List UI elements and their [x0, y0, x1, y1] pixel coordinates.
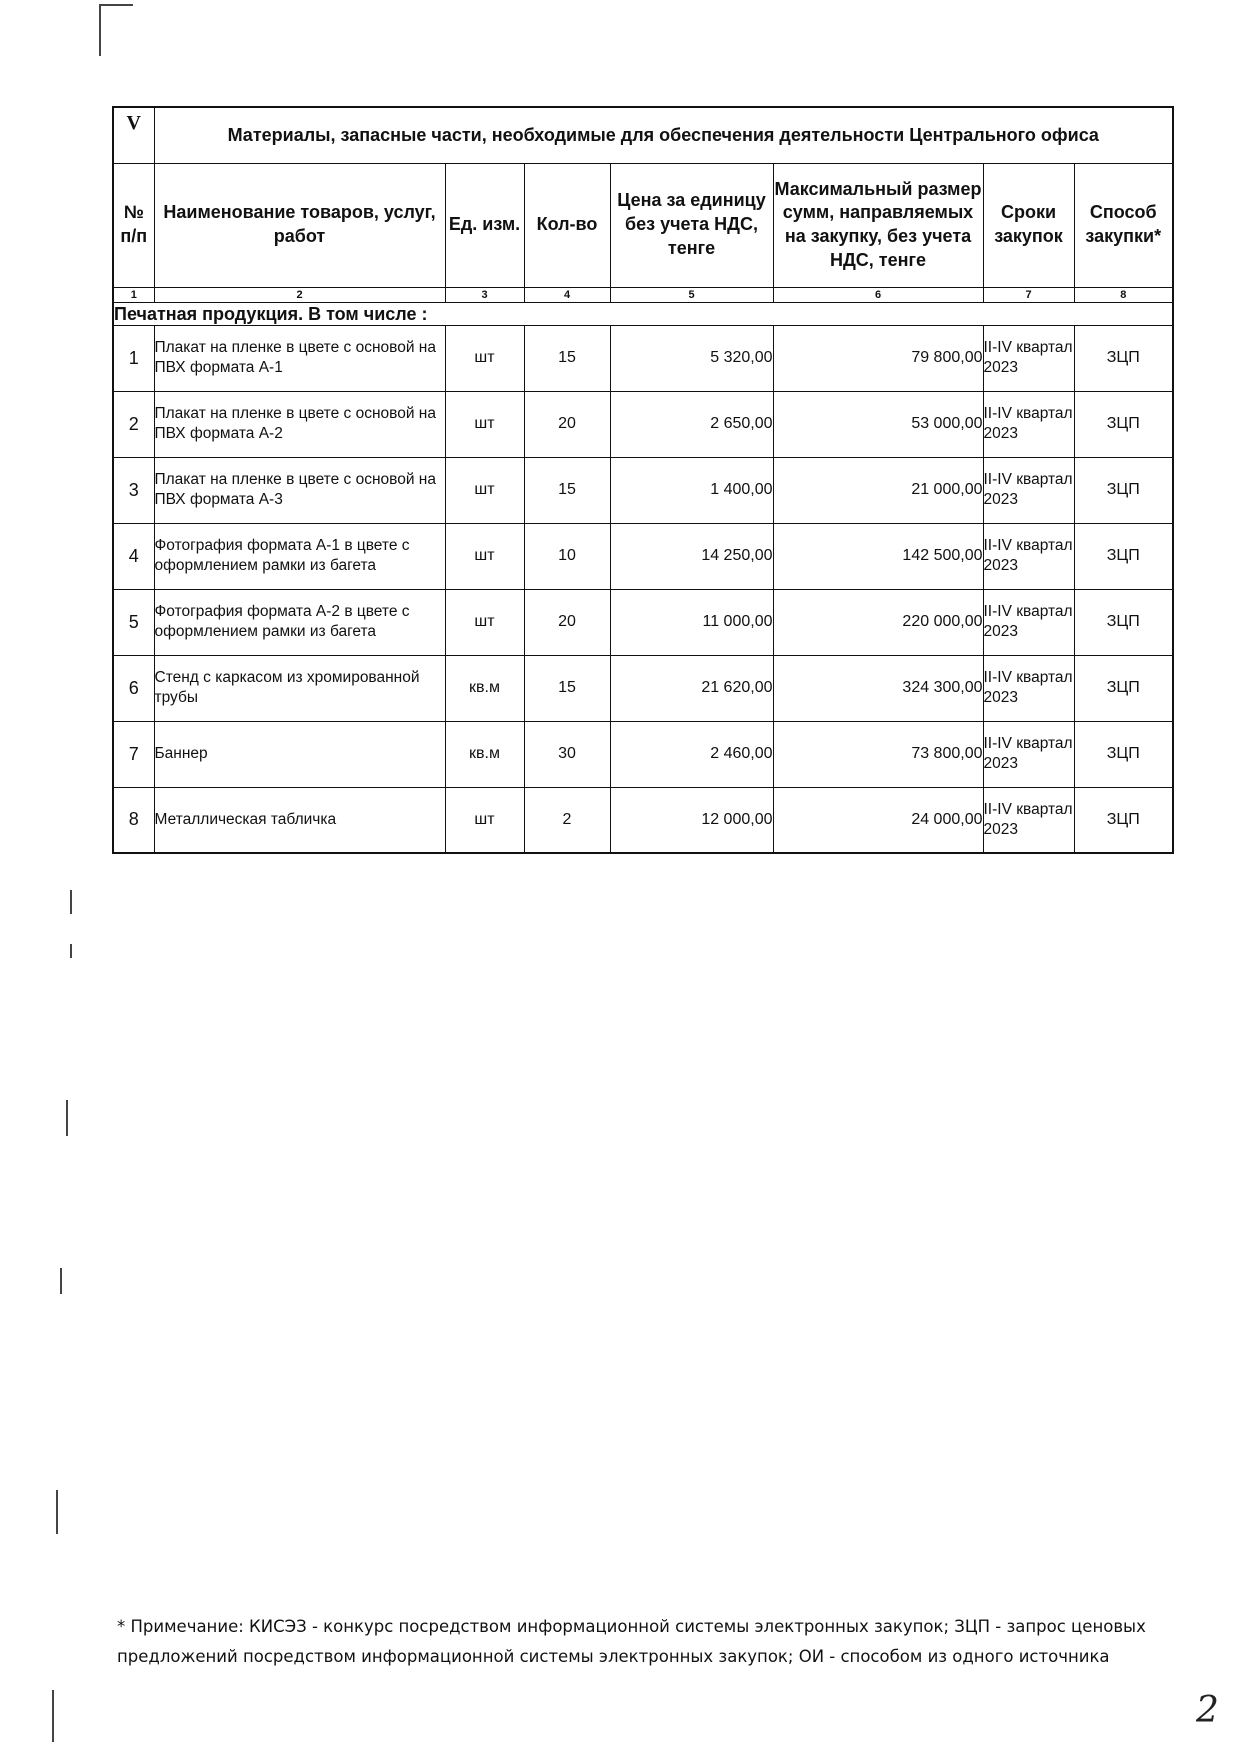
item-quantity: 10	[524, 523, 610, 589]
item-term: II-IV квартал 2023	[983, 655, 1074, 721]
column-header: № п/п	[113, 163, 154, 287]
scan-mark	[70, 944, 72, 958]
item-unit-price: 14 250,00	[610, 523, 773, 589]
item-total: 73 800,00	[773, 721, 983, 787]
item-name: Плакат на пленке в цвете с основой на ПВХ формата А-3	[154, 457, 445, 523]
item-term: II-IV квартал 2023	[983, 589, 1074, 655]
item-term: II-IV квартал 2023	[983, 787, 1074, 853]
item-method: ЗЦП	[1074, 787, 1173, 853]
item-method: ЗЦП	[1074, 391, 1173, 457]
item-name: Плакат на пленке в цвете с основой на ПВХ формата А-2	[154, 391, 445, 457]
table-row	[113, 721, 1173, 787]
column-header: Наименование товаров, услуг, работ	[154, 163, 445, 287]
column-header: Сроки закупок	[983, 163, 1074, 287]
column-header: Ед. изм.	[445, 163, 524, 287]
column-header: Кол-во	[524, 163, 610, 287]
scan-mark	[99, 4, 101, 56]
item-name: Стенд с каркасом из хромированной трубы	[154, 655, 445, 721]
section-header-row	[113, 107, 1173, 163]
column-header: Способ закупки*	[1074, 163, 1173, 287]
item-name: Фотография формата А-2 в цвете с оформлением рамки из багета	[154, 589, 445, 655]
item-total: 220 000,00	[773, 589, 983, 655]
column-header-row	[113, 163, 1173, 287]
table-row	[113, 523, 1173, 589]
item-term: II-IV квартал 2023	[983, 391, 1074, 457]
item-total: 21 000,00	[773, 457, 983, 523]
table-row	[113, 787, 1173, 853]
item-unit-price: 2 460,00	[610, 721, 773, 787]
item-unit: шт	[445, 787, 524, 853]
item-unit-price: 1 400,00	[610, 457, 773, 523]
column-number-row	[113, 287, 1173, 302]
item-quantity: 15	[524, 655, 610, 721]
item-unit-price: 12 000,00	[610, 787, 773, 853]
item-name: Металлическая табличка	[154, 787, 445, 853]
item-total: 24 000,00	[773, 787, 983, 853]
item-term: II-IV квартал 2023	[983, 523, 1074, 589]
scan-mark	[56, 1490, 58, 1534]
item-unit: шт	[445, 457, 524, 523]
column-number: 3	[445, 287, 524, 302]
footnote: * Примечание: КИСЭЗ - конкурс посредством информационной системы электронных закупок; ЗЦП - запрос ценовых предложений посредством информационной системы электронных закупок; ОИ - способом из одного источника	[117, 1617, 1146, 1666]
item-name: Плакат на пленке в цвете с основой на ПВХ формата А-1	[154, 325, 445, 391]
item-method: ЗЦП	[1074, 655, 1173, 721]
item-unit: кв.м	[445, 655, 524, 721]
procurement-table	[112, 106, 1174, 854]
item-number: 6	[113, 655, 154, 721]
item-unit: шт	[445, 391, 524, 457]
item-number: 1	[113, 325, 154, 391]
table-row	[113, 391, 1173, 457]
item-quantity: 15	[524, 457, 610, 523]
item-method: ЗЦП	[1074, 589, 1173, 655]
item-quantity: 2	[524, 787, 610, 853]
item-number: 5	[113, 589, 154, 655]
item-unit: шт	[445, 589, 524, 655]
item-number: 3	[113, 457, 154, 523]
item-method: ЗЦП	[1074, 325, 1173, 391]
scan-mark	[60, 1268, 62, 1294]
item-total: 142 500,00	[773, 523, 983, 589]
column-number: 2	[154, 287, 445, 302]
table-row	[113, 325, 1173, 391]
group-heading-row	[113, 302, 1173, 325]
item-unit-price: 5 320,00	[610, 325, 773, 391]
item-number: 2	[113, 391, 154, 457]
item-quantity: 30	[524, 721, 610, 787]
item-method: ЗЦП	[1074, 721, 1173, 787]
column-number: 6	[773, 287, 983, 302]
page-number: 2	[1196, 1690, 1219, 1731]
item-name: Фотография формата А-1 в цвете с оформлением рамки из багета	[154, 523, 445, 589]
item-unit-price: 11 000,00	[610, 589, 773, 655]
item-quantity: 20	[524, 391, 610, 457]
item-term: II-IV квартал 2023	[983, 325, 1074, 391]
item-name: Баннер	[154, 721, 445, 787]
item-number: 8	[113, 787, 154, 853]
column-number: 8	[1074, 287, 1173, 302]
column-number: 1	[113, 287, 154, 302]
scan-mark	[70, 890, 72, 914]
item-total: 324 300,00	[773, 655, 983, 721]
item-unit-price: 2 650,00	[610, 391, 773, 457]
item-unit: шт	[445, 523, 524, 589]
section-title: Материалы, запасные части, необходимые для обеспечения деятельности Центрального офиса	[154, 107, 1173, 163]
item-method: ЗЦП	[1074, 457, 1173, 523]
item-unit-price: 21 620,00	[610, 655, 773, 721]
column-header: Максимальный размер сумм, направляемых на закупку, без учета НДС, тенге	[773, 163, 983, 287]
table-row	[113, 589, 1173, 655]
table-row	[113, 655, 1173, 721]
section-number: V	[113, 107, 154, 163]
item-unit: шт	[445, 325, 524, 391]
scan-mark	[99, 4, 133, 6]
column-header: Цена за единицу без учета НДС, тенге	[610, 163, 773, 287]
scan-mark	[66, 1100, 68, 1136]
item-number: 7	[113, 721, 154, 787]
item-total: 53 000,00	[773, 391, 983, 457]
item-total: 79 800,00	[773, 325, 983, 391]
column-number: 7	[983, 287, 1074, 302]
item-unit: кв.м	[445, 721, 524, 787]
item-quantity: 20	[524, 589, 610, 655]
table-row	[113, 457, 1173, 523]
scan-mark	[52, 1690, 54, 1742]
item-method: ЗЦП	[1074, 523, 1173, 589]
item-term: II-IV квартал 2023	[983, 721, 1074, 787]
column-number: 4	[524, 287, 610, 302]
column-number: 5	[610, 287, 773, 302]
item-term: II-IV квартал 2023	[983, 457, 1074, 523]
item-quantity: 15	[524, 325, 610, 391]
group-heading: Печатная продукция. В том числе :	[113, 302, 1173, 325]
item-number: 4	[113, 523, 154, 589]
